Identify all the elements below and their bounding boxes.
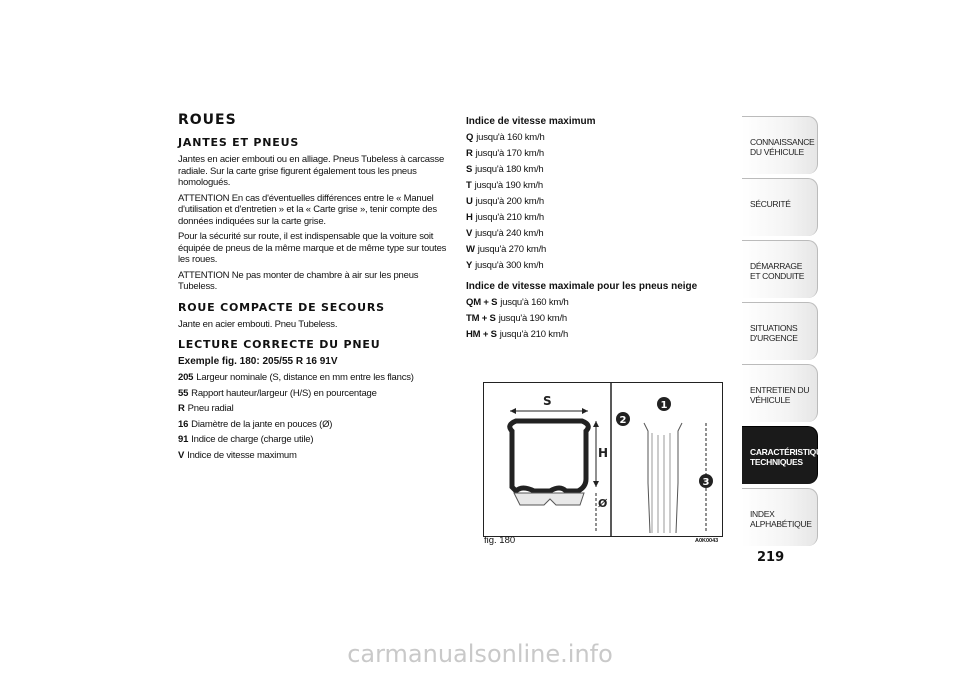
warning-paragraph: ATTENTION Ne pas monter de chambre à air sur les pneus Tubeless.	[178, 269, 419, 292]
tab-connaissance-vehicule[interactable]: CONNAISSANCE DU VÉHICULE	[742, 116, 818, 174]
chapter-tabs	[742, 116, 833, 550]
dimension-label-h: H	[598, 446, 609, 460]
tab-situations-urgence[interactable]: SITUATIONS D'URGENCE	[742, 302, 818, 360]
paragraph: Jantes en acier embouti ou en alliage. Pneus Tubeless à carcasse radiale. Sur la carte grise figurent également tous les pneus homologués.	[178, 154, 445, 188]
list-item: V jusqu'à 240 km/h	[466, 228, 544, 239]
list-item: QM + S jusqu'à 160 km/h	[466, 297, 569, 308]
snow-speed-heading: Indice de vitesse maximale pour les pneus neige	[466, 281, 698, 292]
list-item: HM + S jusqu'à 210 km/h	[466, 329, 569, 340]
rim-profile-right	[676, 423, 682, 533]
page-title: ROUES	[178, 112, 237, 128]
list-item: TM + S jusqu'à 190 km/h	[466, 313, 568, 324]
list-item: V Indice de vitesse maximum	[178, 449, 297, 461]
svg-text:1: 1	[660, 400, 668, 411]
rim-section	[514, 493, 584, 505]
list-item: R Pneu radial	[178, 403, 234, 414]
watermark: carmanualsonline.info	[347, 640, 613, 668]
left-column	[178, 112, 448, 465]
speed-index-list	[466, 132, 726, 271]
speed-index-heading: Indice de vitesse maximum	[466, 116, 596, 127]
tyre-diagram-figure	[483, 382, 723, 537]
tyre-code-list	[178, 372, 448, 461]
tab-index-alphabetique[interactable]: INDEX ALPHABÉTIQUE	[742, 488, 818, 546]
tyre-diagram	[484, 383, 722, 536]
tyre-section	[510, 421, 589, 491]
tab-securite[interactable]: SÉCURITÉ	[742, 178, 818, 236]
rim-profile-left	[644, 423, 650, 533]
list-item: Q jusqu'à 160 km/h	[466, 132, 545, 143]
list-item: 55 Rapport hauteur/largeur (H/S) en pourcentage	[178, 387, 377, 399]
svg-text:2: 2	[619, 415, 627, 426]
list-item: Y jusqu'à 300 km/h	[466, 260, 544, 271]
list-item: U jusqu'à 200 km/h	[466, 196, 544, 207]
paragraph: Jante en acier embouti. Pneu Tubeless.	[178, 318, 338, 330]
list-item: T jusqu'à 190 km/h	[466, 180, 543, 191]
list-item: W jusqu'à 270 km/h	[466, 244, 547, 255]
list-item: 205 Largeur nominale (S, distance en mm entre les flancs)	[178, 372, 414, 383]
warning-paragraph: ATTENTION En cas d'éventuelles différences entre le « Manuel d'utilisation et d'entretien » et la « Carte grise », tenir compte des données indiquées sur la carte grise.	[178, 192, 437, 227]
tab-demarrage-conduite[interactable]: DÉMARRAGE ET CONDUITE	[742, 240, 818, 298]
section-title-tyre-reading: LECTURE CORRECTE DU PNEU	[178, 338, 381, 351]
svg-text:3: 3	[702, 477, 710, 488]
list-item: H jusqu'à 210 km/h	[466, 212, 544, 223]
figure-code: A0K0043	[695, 538, 719, 544]
example-heading: Exemple fig. 180: 205/55 R 16 91V	[178, 356, 338, 367]
tab-caracteristiques-techniques[interactable]: CARACTÉRISTIQUES TECHNIQUES	[742, 426, 818, 484]
list-item: R jusqu'à 170 km/h	[466, 148, 544, 159]
tab-entretien-vehicule[interactable]: ENTRETIEN DU VÉHICULE	[742, 364, 818, 422]
dimension-label-s: S	[543, 394, 552, 408]
section-title-rims-tyres: JANTES ET PNEUS	[178, 136, 300, 149]
paragraph: Pour la sécurité sur route, il est indispensable que la voiture soit équipée de pneus de la même marque et de même type sur toutes les roues.	[178, 231, 447, 265]
right-column	[466, 112, 726, 345]
section-title-spare-wheel: ROUE COMPACTE DE SECOURS	[178, 300, 385, 314]
snow-speed-list	[466, 297, 726, 340]
dimension-label-diameter: Ø	[598, 497, 608, 510]
list-item: S jusqu'à 180 km/h	[466, 164, 544, 175]
figure-caption: fig. 180	[484, 535, 516, 546]
list-item: 16 Diamètre de la jante en pouces (Ø)	[178, 418, 333, 430]
list-item: 91 Indice de charge (charge utile)	[178, 434, 314, 445]
page-number: 219	[757, 550, 785, 565]
